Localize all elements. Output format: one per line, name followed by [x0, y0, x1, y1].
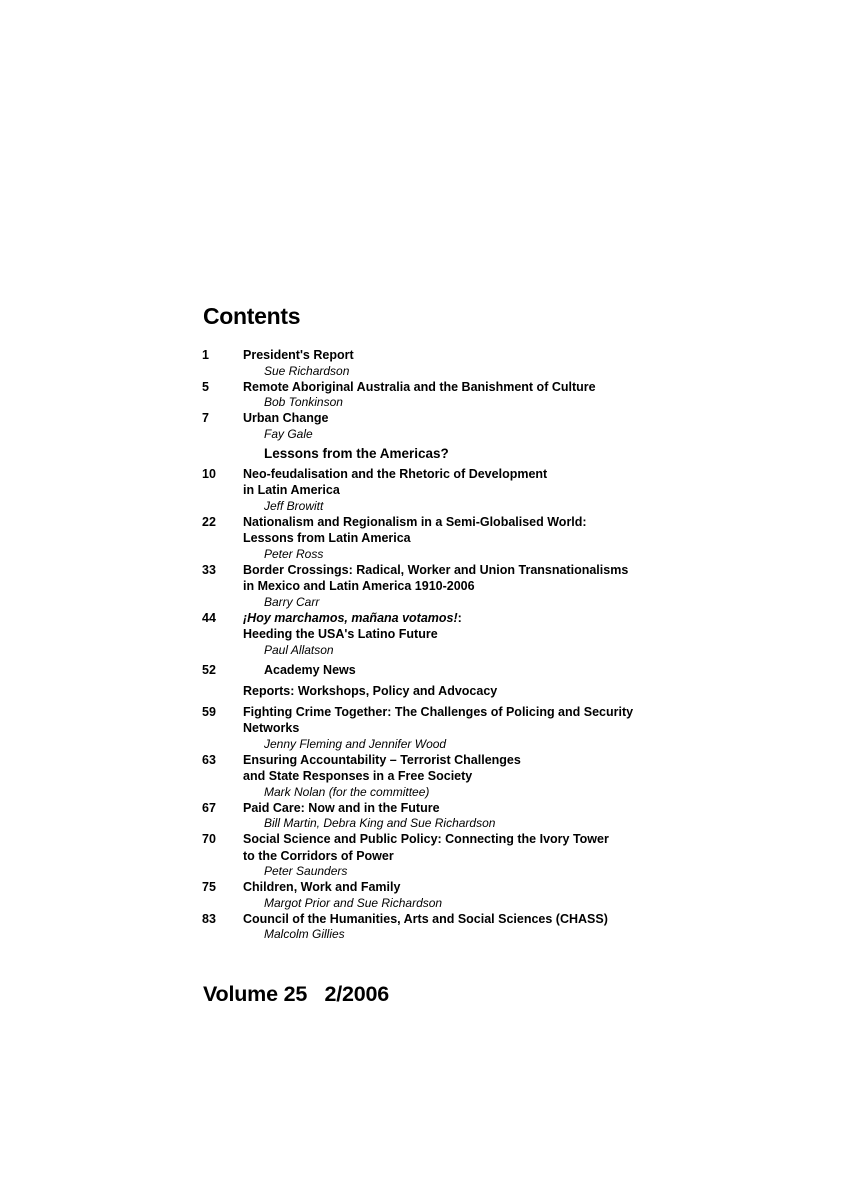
entry-title: Ensuring Accountability – Terrorist Challenges and State Responses in a Free Society	[243, 752, 521, 783]
subsection-heading-reports	[0, 681, 848, 701]
entry-author: Barry Carr	[264, 594, 320, 609]
entry-title: Paid Care: Now and in the Future	[243, 800, 440, 815]
page-number: 83	[202, 911, 216, 926]
entry-author: Margot Prior and Sue Richardson	[264, 895, 443, 910]
section-heading-americas	[0, 444, 848, 464]
toc-entry-63	[0, 752, 848, 800]
page-number: 67	[202, 800, 216, 815]
toc-entry-70	[0, 831, 848, 879]
page-number: 1	[202, 348, 209, 362]
entry-title: Council of the Humanities, Arts and Social Sciences (CHASS)	[243, 911, 608, 926]
toc-entry-83	[0, 911, 848, 943]
page-number: 5	[202, 379, 209, 394]
entry-author: Peter Ross	[264, 546, 324, 561]
page-number: 22	[202, 514, 216, 529]
page-number: 70	[202, 832, 216, 846]
page-number: 33	[202, 562, 216, 577]
entry-title: Border Crossings: Radical, Worker and Union Transnationalisms in Mexico and Latin America 1910-2006	[243, 562, 629, 593]
entry-title: Social Science and Public Policy: Connecting the Ivory Tower to the Corridors of Power	[243, 832, 609, 863]
page-title: Contents	[203, 303, 301, 329]
toc-entry-7	[0, 410, 848, 442]
entry-author: Sue Richardson	[264, 363, 350, 378]
entry-author: Mark Nolan (for the committee)	[264, 784, 430, 799]
entry-author: Bob Tonkinson	[264, 395, 343, 409]
volume-label: Volume 25 2/2006	[203, 982, 390, 1006]
entry-author: Paul Allatson	[264, 642, 334, 657]
toc-entry-1	[0, 347, 848, 379]
entry-title-italic: ¡Hoy marchamos, mañana votamos!	[243, 610, 458, 625]
page-number: 59	[202, 704, 216, 719]
entry-author: Fay Gale	[264, 426, 313, 441]
table-of-contents	[0, 347, 848, 942]
toc-entry-5	[0, 379, 848, 411]
section-heading: Academy News	[264, 662, 356, 677]
entry-title: Urban Change	[243, 411, 329, 425]
entry-title: Neo-feudalisation and the Rhetoric of Development in Latin America	[243, 466, 548, 497]
toc-entry-22	[0, 514, 848, 562]
toc-entry-59	[0, 704, 848, 752]
entry-title: Nationalism and Regionalism in a Semi-Globalised World: Lessons from Latin America	[243, 514, 587, 545]
page-number: 75	[202, 880, 216, 894]
entry-title	[243, 610, 713, 643]
toc-entry-44	[0, 610, 848, 658]
toc-entry-33	[0, 562, 848, 610]
entry-title: Remote Aboriginal Australia and the Banishment of Culture	[243, 379, 596, 394]
toc-entry-10	[0, 466, 848, 514]
entry-title: Children, Work and Family	[243, 880, 401, 894]
toc-entry-67	[0, 800, 848, 832]
page-number: 52	[202, 662, 216, 677]
entry-author: Peter Saunders	[264, 864, 348, 878]
entry-title: Fighting Crime Together: The Challenges of Policing and Security Networks	[243, 704, 634, 735]
entry-author: Jenny Fleming and Jennifer Wood	[264, 736, 447, 751]
section-heading-academy-news	[0, 660, 848, 680]
section-heading: Lessons from the Americas?	[264, 445, 449, 461]
page-number: 63	[202, 752, 216, 767]
entry-author: Jeff Browitt	[264, 498, 324, 513]
entry-title: President's Report	[243, 348, 354, 362]
page-number: 10	[202, 466, 216, 481]
toc-entry-75	[0, 879, 848, 911]
page-number: 44	[202, 610, 216, 625]
entry-title-rest: : Heeding the USA's Latino Future	[243, 610, 462, 641]
subsection-heading: Reports: Workshops, Policy and Advocacy	[243, 683, 498, 698]
entry-author: Malcolm Gillies	[264, 927, 345, 941]
entry-author: Bill Martin, Debra King and Sue Richardson	[264, 816, 496, 830]
page-number: 7	[202, 411, 209, 425]
